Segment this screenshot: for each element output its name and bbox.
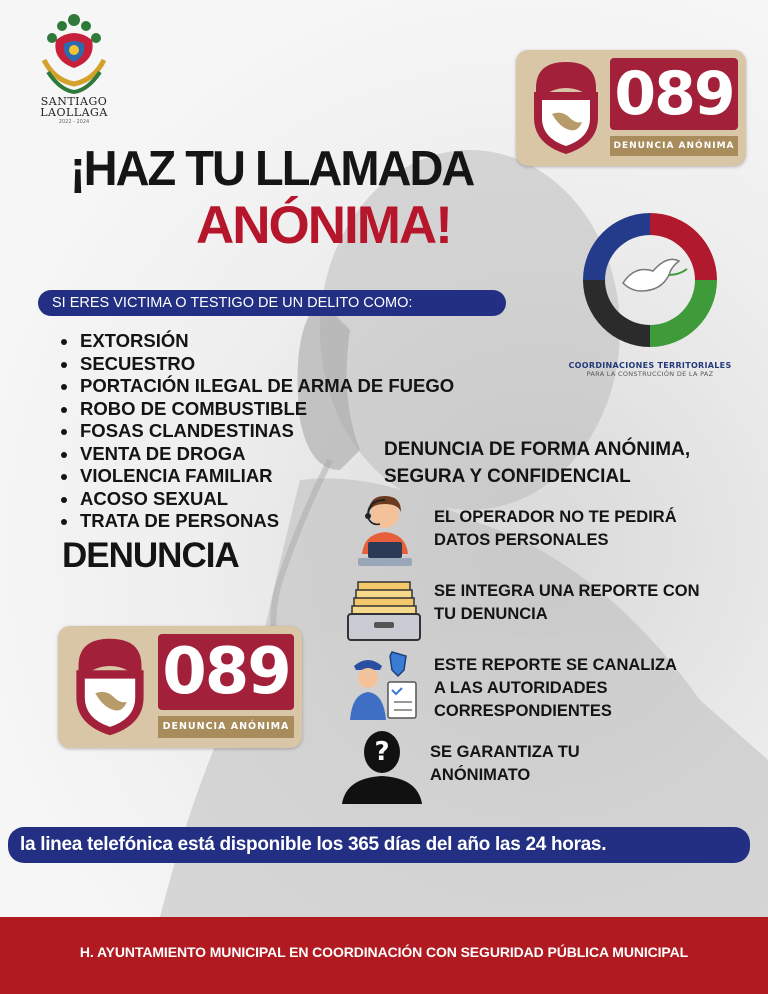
step-operator: [434, 506, 764, 552]
badge-number: 089: [158, 634, 294, 710]
badge-number: 089: [610, 58, 738, 130]
badge-label: DENUNCIA ANÓNIMA: [610, 136, 738, 156]
step-channel-line3: CORRESPONDIENTES: [434, 702, 612, 720]
step-anonymity-line1: SE GARANTIZA TU: [430, 743, 580, 761]
step-anonymity-line2: ANÓNIMATO: [430, 766, 531, 784]
list-item: VIOLENCIA FAMILIAR: [58, 465, 528, 488]
step-report-line2: TU DENUNCIA: [434, 605, 548, 623]
page-title-line1: ¡HAZ TU LLAMADA: [70, 139, 474, 196]
list-item: PORTACIÓN ILEGAL DE ARMA DE FUEGO: [58, 375, 528, 398]
municipal-crest-icon: [34, 10, 114, 96]
anonymous-headline-line1: DENUNCIA DE FORMA ANÓNIMA,: [384, 439, 691, 460]
anonymous-headline-line2: SEGURA Y CONFIDENCIAL: [384, 466, 631, 487]
list-item: SECUESTRO: [58, 353, 528, 376]
step-operator-line1: EL OPERADOR NO TE PEDIRÁ: [434, 508, 677, 526]
badge-label: DENUNCIA ANÓNIMA: [158, 716, 294, 738]
step-channel-line2: A LAS AUTORIDADES: [434, 679, 608, 697]
svg-text:?: ?: [374, 737, 390, 767]
coordination-title: COORDINACIONES TERRITORIALES: [568, 361, 732, 370]
badge-089-bottom: [58, 626, 302, 748]
call-to-action: DENUNCIA: [62, 536, 239, 575]
anonymous-headline: [384, 436, 764, 490]
availability-banner: la linea telefónica está disponible los 365 días del año las 24 horas.: [8, 827, 750, 863]
coordination-logo: [560, 205, 740, 380]
step-channel-line1: ESTE REPORTE SE CANALIZA: [434, 656, 677, 674]
shield-phone-icon: [68, 634, 152, 740]
list-item: VENTA DE DROGA: [58, 443, 528, 466]
footer: H. AYUNTAMIENTO MUNICIPAL EN COORDINACIÓN CON SEGURIDAD PÚBLICA MUNICIPAL: [0, 917, 768, 994]
step-anonymity: [430, 741, 760, 787]
municipality-logo: [28, 10, 120, 130]
list-item: ROBO DE COMBUSTIBLE: [58, 398, 528, 421]
badge-089-top: [516, 50, 746, 166]
crime-list: [58, 330, 528, 533]
municipality-years: 2022 - 2024: [58, 119, 90, 125]
anonymous-person-icon: [340, 728, 424, 804]
municipality-name-line2: LAOLLAGA: [40, 106, 108, 119]
police-officer-icon: [346, 648, 422, 724]
step-operator-line2: DATOS PERSONALES: [434, 531, 609, 549]
step-report: [434, 580, 764, 626]
list-item: TRATA DE PERSONAS: [58, 510, 528, 533]
operator-icon: [354, 492, 416, 572]
step-report-line1: SE INTEGRA UNA REPORTE CON: [434, 582, 700, 600]
list-item: FOSAS CLANDESTINAS: [58, 420, 528, 443]
intro-banner: SI ERES VICTIMA O TESTIGO DE UN DELITO COMO:: [38, 290, 506, 316]
list-item: ACOSO SEXUAL: [58, 488, 528, 511]
file-drawer-icon: [344, 578, 424, 644]
municipality-name-line1: SANTIAGO: [40, 95, 108, 108]
list-item: EXTORSIÓN: [58, 330, 528, 353]
step-channel: [434, 654, 764, 723]
dove-ring-icon: [575, 205, 725, 355]
shield-phone-icon: [526, 58, 606, 158]
coordination-subtitle: PARA LA CONSTRUCCIÓN DE LA PAZ: [586, 370, 714, 378]
page-title-line2: ANÓNIMA!: [196, 196, 451, 255]
